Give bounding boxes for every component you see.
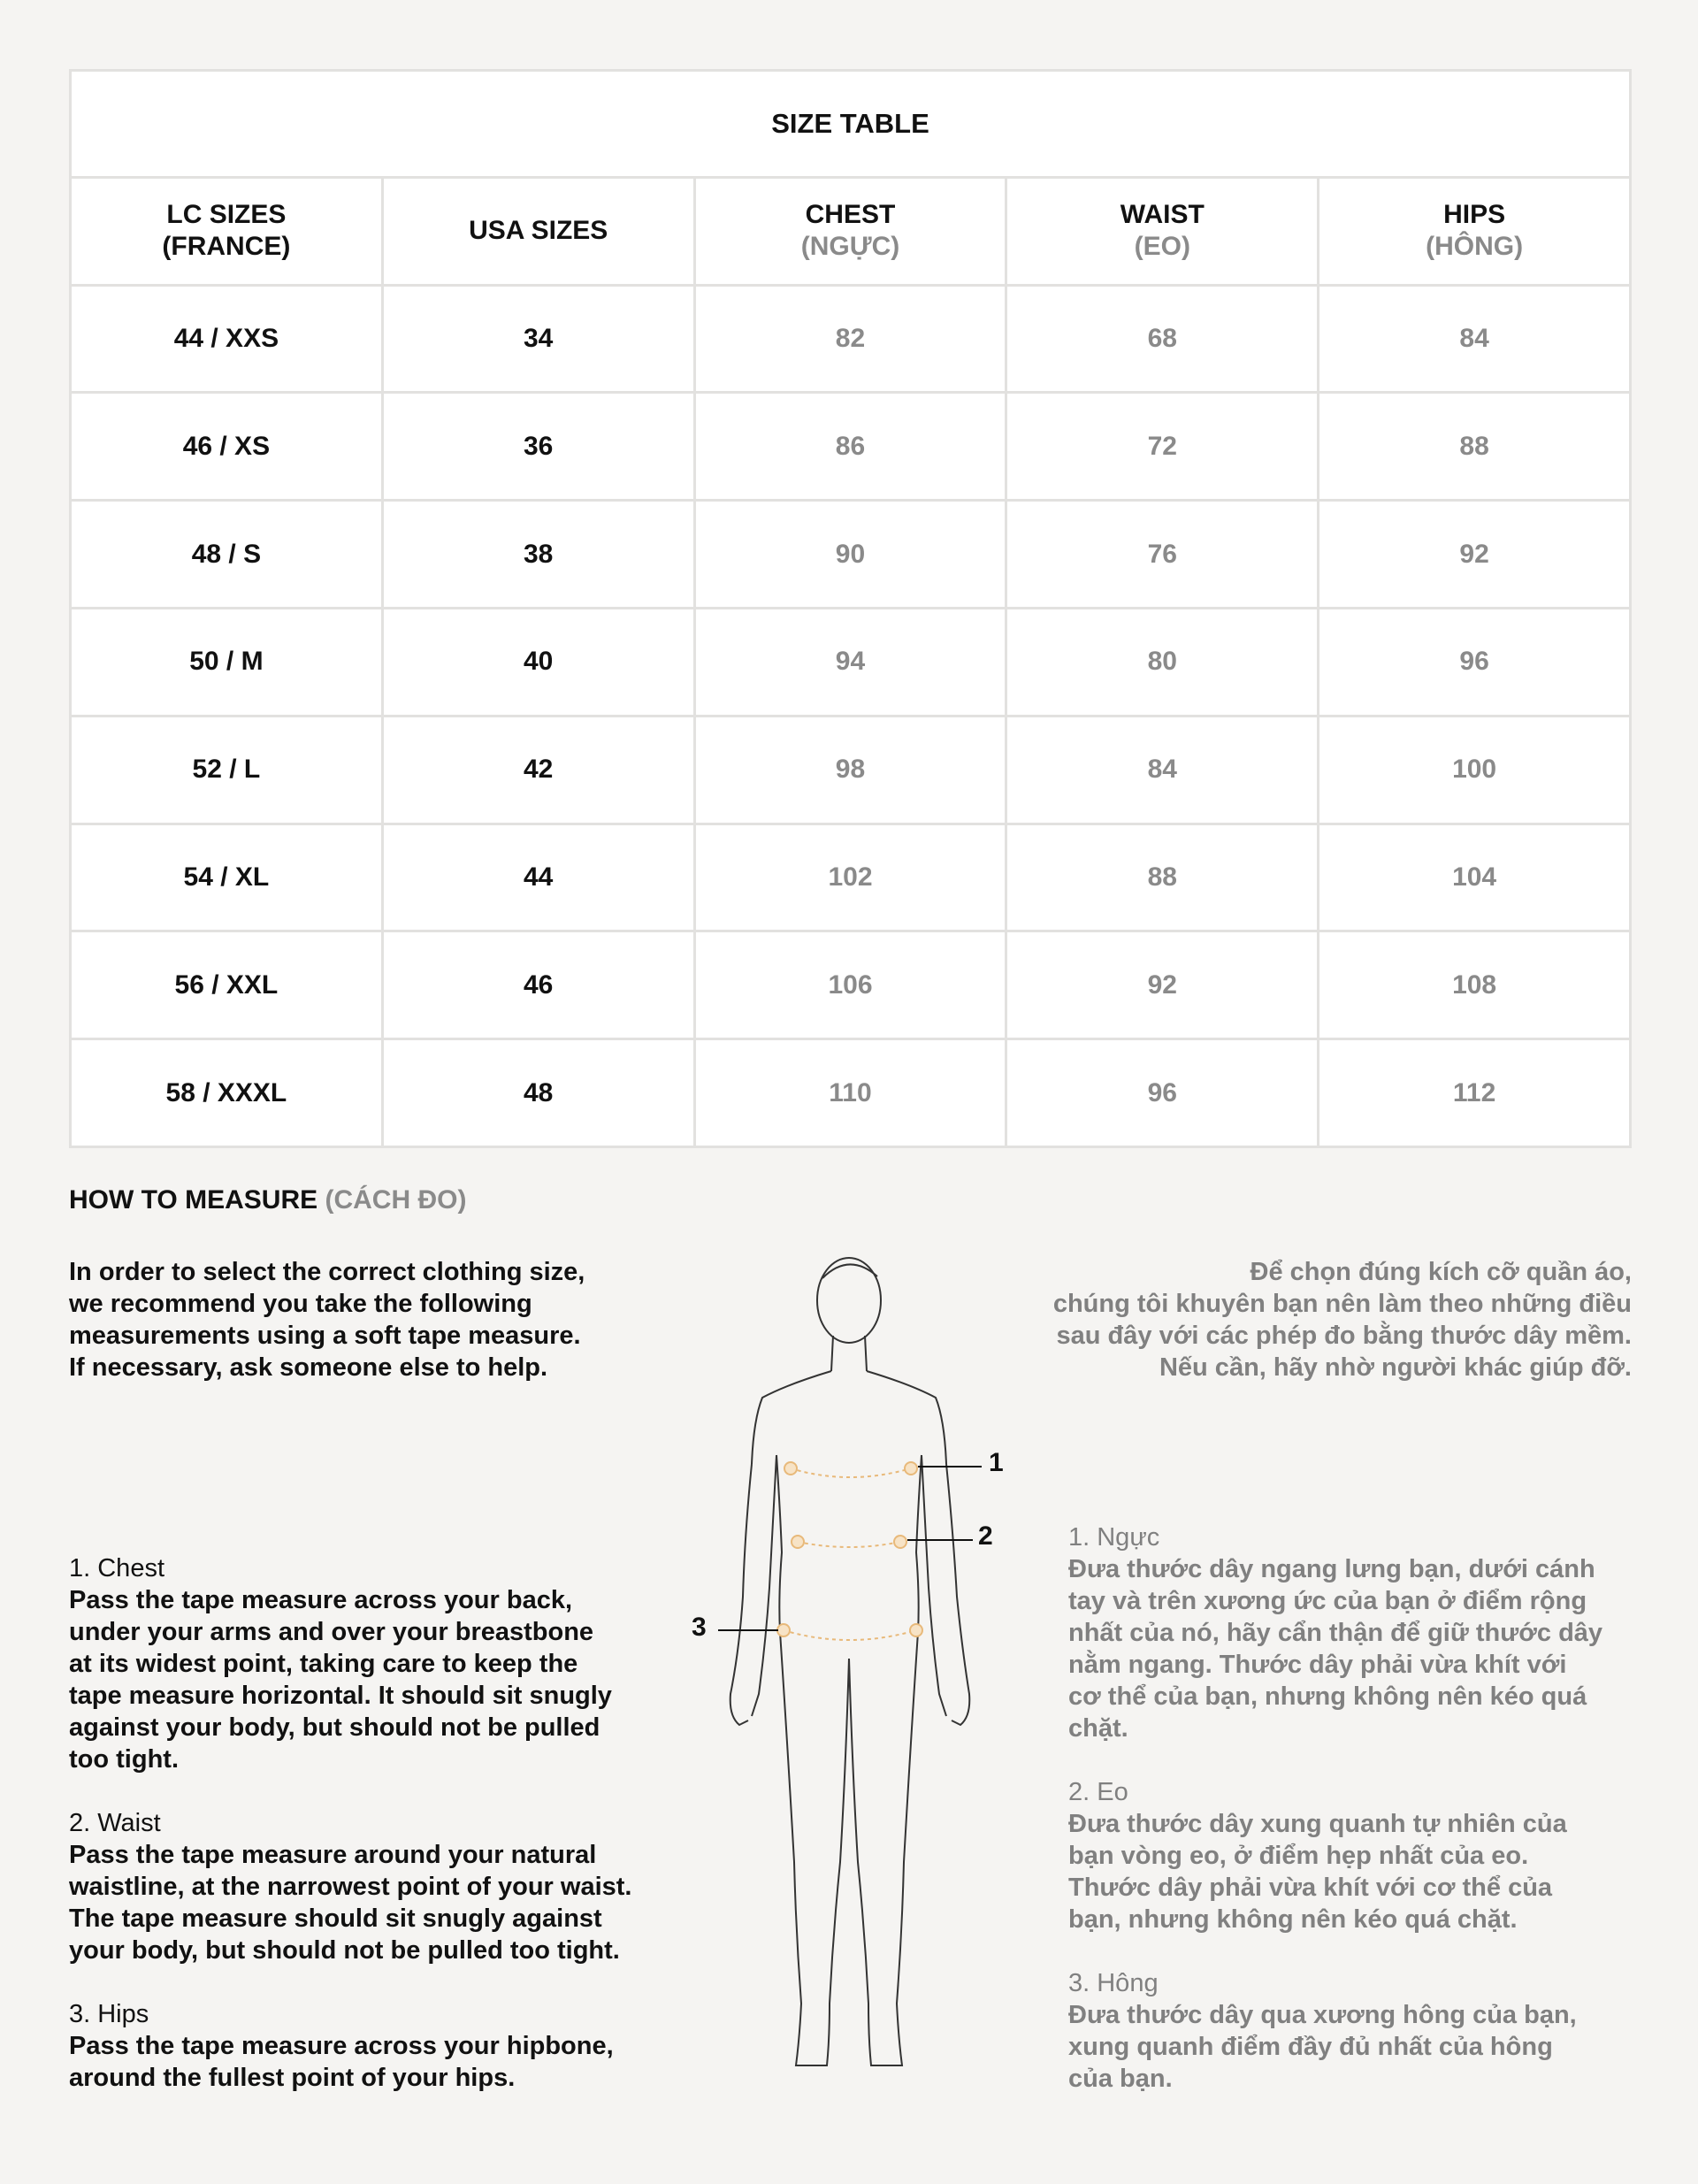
cell-usa-size: 44	[382, 824, 694, 931]
cell-lc-size: 54 / XL	[71, 824, 383, 931]
instructions-vietnamese	[1068, 1521, 1634, 2127]
header-main: CHEST	[805, 200, 896, 230]
header-sub: (FRANCE)	[162, 232, 291, 262]
cell-hips: 96	[1319, 608, 1631, 716]
header-sub: (HÔNG)	[1426, 232, 1524, 262]
cell-waist: 80	[1006, 608, 1319, 716]
table-row	[71, 716, 1631, 824]
header-main: USA SIZES	[469, 216, 608, 246]
table-row	[71, 285, 1631, 393]
step-title: 2. Waist	[69, 1809, 161, 1837]
cell-hips: 112	[1319, 1039, 1631, 1147]
header-sub: (EO)	[1134, 232, 1190, 262]
table-title-row	[71, 71, 1631, 178]
callout-hips-number: 3	[692, 1613, 707, 1642]
step-text: Pass the tape measure across your back, under your arms and over your breastbone at its widest point, taking care to keep the tape measure horizontal. It should sit snugly against your body, but should not be pulled too tight.	[69, 1586, 612, 1774]
cell-chest: 82	[694, 285, 1006, 393]
intro-english-text: In order to select the correct clothing size, we recommend you take the following measurements using a soft tape measure. If necessary, ask someone else to help.	[69, 1258, 585, 1382]
step-title: 2. Eo	[1068, 1778, 1128, 1806]
cell-chest: 110	[694, 1039, 1006, 1147]
cell-lc-size: 50 / M	[71, 608, 383, 716]
size-table	[69, 69, 1632, 1148]
table-row	[71, 824, 1631, 931]
step-eo	[1068, 1776, 1634, 1935]
step-nguc	[1068, 1521, 1634, 1744]
cell-waist: 92	[1006, 931, 1319, 1039]
table-row	[71, 608, 1631, 716]
step-text: Đưa thước dây qua xương hông của bạn, xung quanh điểm đầy đủ nhất của hông của bạn.	[1068, 2001, 1577, 2093]
cell-hips: 108	[1319, 931, 1631, 1039]
step-waist	[69, 1807, 688, 1966]
cell-lc-size: 56 / XXL	[71, 931, 383, 1039]
step-hips	[69, 1998, 688, 2094]
step-hong	[1068, 1967, 1634, 2095]
cell-lc-size: 46 / XS	[71, 393, 383, 501]
cell-usa-size: 46	[382, 931, 694, 1039]
table-title: SIZE TABLE	[71, 71, 1631, 178]
cell-waist: 76	[1006, 501, 1319, 609]
cell-chest: 102	[694, 824, 1006, 931]
header-usa-sizes	[382, 177, 694, 285]
table-row	[71, 393, 1631, 501]
header-main: LC SIZES	[166, 200, 287, 230]
how-to-measure-heading	[69, 1185, 466, 1215]
header-main: WAIST	[1120, 200, 1205, 230]
header-sub: (NGỰC)	[800, 232, 900, 262]
cell-usa-size: 48	[382, 1039, 694, 1147]
body-figure-svg	[681, 1243, 1035, 2101]
step-title: 3. Hips	[69, 2000, 149, 2028]
step-title: 1. Ngực	[1068, 1523, 1160, 1552]
cell-usa-size: 40	[382, 608, 694, 716]
cell-chest: 90	[694, 501, 1006, 609]
table-row	[71, 501, 1631, 609]
intro-vietnamese	[955, 1256, 1632, 1383]
cell-lc-size: 58 / XXXL	[71, 1039, 383, 1147]
header-lc-sizes	[71, 177, 383, 285]
cell-usa-size: 34	[382, 285, 694, 393]
cell-hips: 92	[1319, 501, 1631, 609]
step-text: Đưa thước dây ngang lưng bạn, dưới cánh tay và trên xương ức của bạn ở điểm rộng nhất của nó, hãy cẩn thận để giữ thước dây nằm ngang. Thước dây phải vừa khít với cơ thể của bạn, nhưng không nên kéo quá chặt.	[1068, 1555, 1603, 1743]
cell-lc-size: 52 / L	[71, 716, 383, 824]
table-row	[71, 1039, 1631, 1147]
human-body-outline-icon	[681, 1243, 1035, 2101]
header-hips	[1319, 177, 1631, 285]
cell-usa-size: 38	[382, 501, 694, 609]
cell-hips: 88	[1319, 393, 1631, 501]
cell-waist: 72	[1006, 393, 1319, 501]
header-chest	[694, 177, 1006, 285]
cell-lc-size: 44 / XXS	[71, 285, 383, 393]
cell-chest: 98	[694, 716, 1006, 824]
cell-lc-size: 48 / S	[71, 501, 383, 609]
cell-usa-size: 36	[382, 393, 694, 501]
intro-english	[69, 1256, 688, 1383]
step-chest	[69, 1552, 688, 1775]
heading-main: HOW TO MEASURE	[69, 1185, 318, 1215]
cell-chest: 106	[694, 931, 1006, 1039]
cell-hips: 104	[1319, 824, 1631, 931]
step-text: Pass the tape measure around your natural waistline, at the narrowest point of your waist. The tape measure should sit snugly against your body, but should not be pulled too tight.	[69, 1841, 632, 1965]
cell-waist: 68	[1006, 285, 1319, 393]
step-title: 3. Hông	[1068, 1969, 1159, 1997]
instructions-english	[69, 1552, 688, 2126]
table-row	[71, 931, 1631, 1039]
cell-chest: 86	[694, 393, 1006, 501]
cell-waist: 88	[1006, 824, 1319, 931]
intro-vietnamese-text: Để chọn đúng kích cỡ quần áo, chúng tôi khuyên bạn nên làm theo những điều sau đây với các phép đo bằng thước dây mềm. Nếu cần, hãy nhờ người khác giúp đỡ.	[1052, 1258, 1632, 1382]
cell-waist: 96	[1006, 1039, 1319, 1147]
heading-alt: (CÁCH ĐO)	[325, 1185, 467, 1215]
cell-waist: 84	[1006, 716, 1319, 824]
cell-usa-size: 42	[382, 716, 694, 824]
callout-chest-number: 1	[989, 1448, 1004, 1477]
cell-hips: 84	[1319, 285, 1631, 393]
step-text: Đưa thước dây xung quanh tự nhiên của bạn vòng eo, ở điểm hẹp nhất của eo. Thước dây phải vừa khít với cơ thể của bạn, nhưng không nên kéo quá chặt.	[1068, 1810, 1567, 1934]
header-main: HIPS	[1443, 200, 1506, 230]
step-title: 1. Chest	[69, 1554, 164, 1582]
callout-waist-number: 2	[978, 1521, 993, 1551]
cell-chest: 94	[694, 608, 1006, 716]
cell-hips: 100	[1319, 716, 1631, 824]
header-waist	[1006, 177, 1319, 285]
step-text: Pass the tape measure across your hipbone, around the fullest point of your hips.	[69, 2032, 614, 2092]
table-header-row	[71, 177, 1631, 285]
